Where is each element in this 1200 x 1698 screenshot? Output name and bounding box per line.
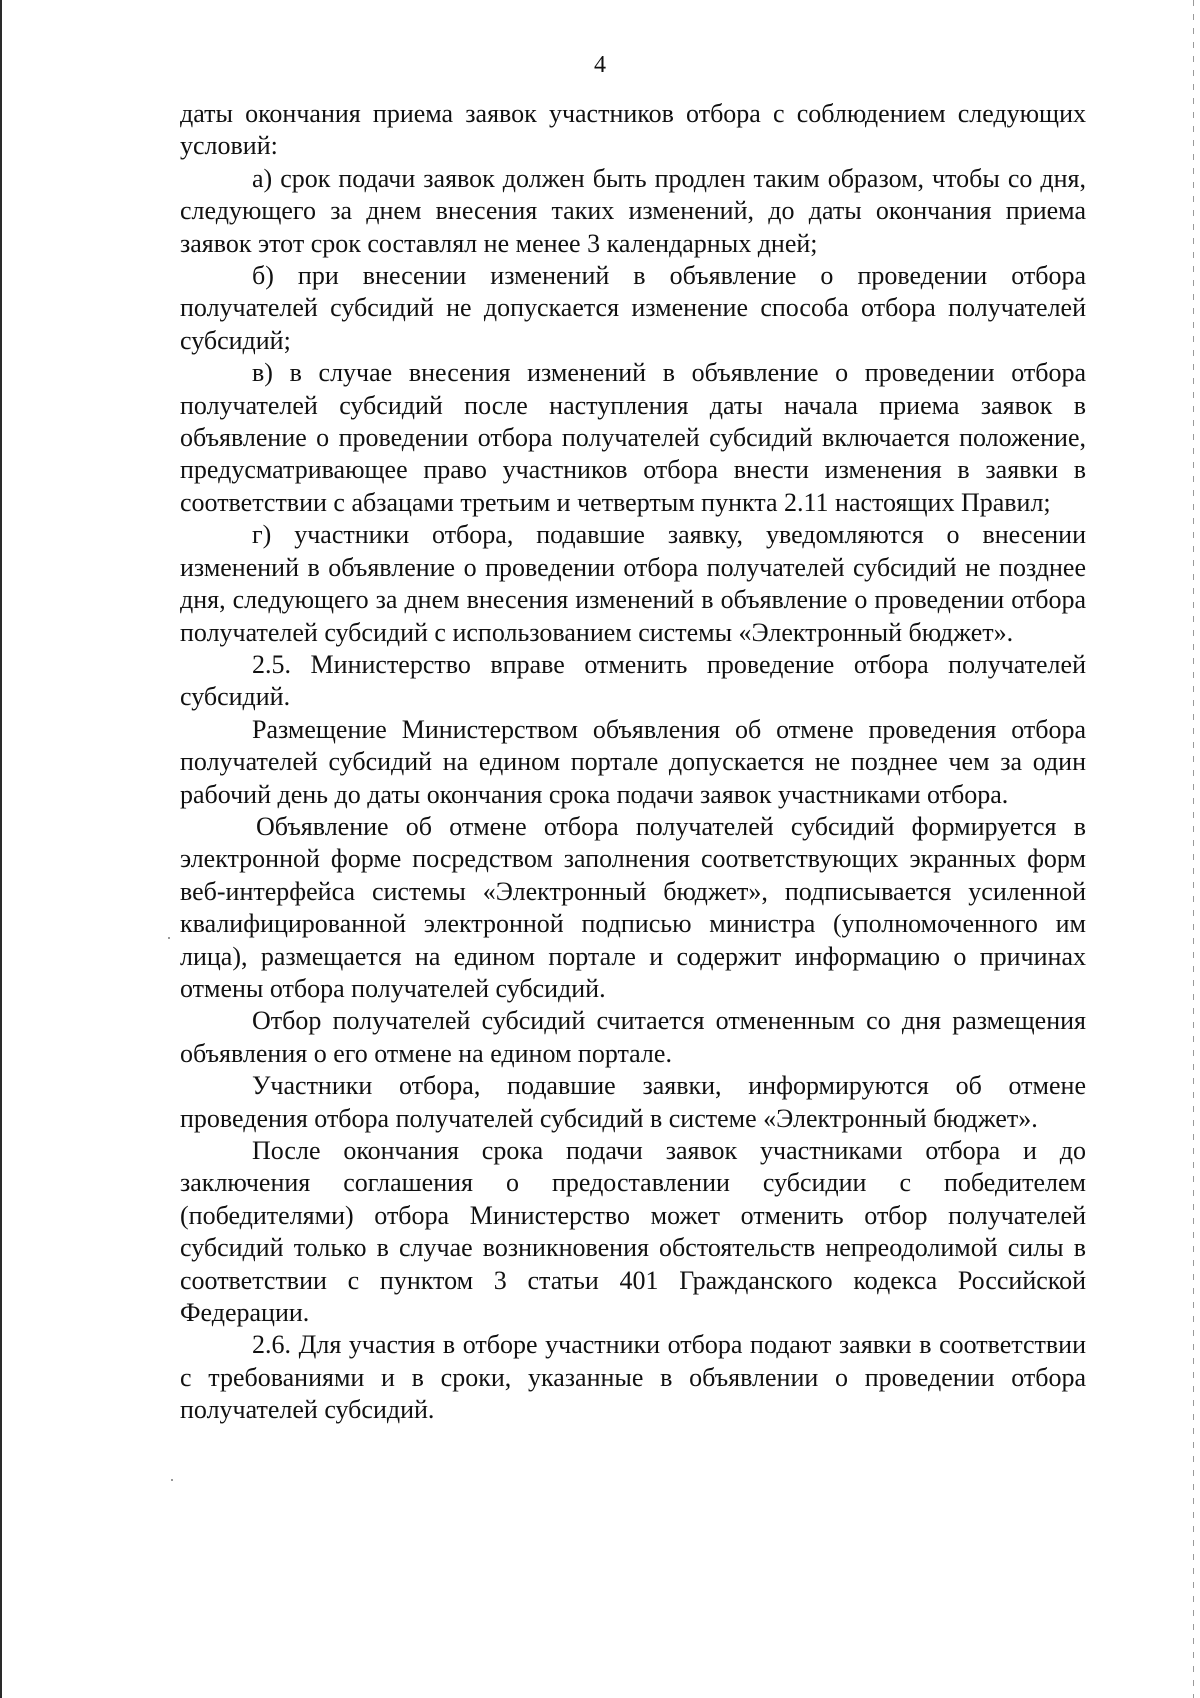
paragraph-item-a: а) срок подачи заявок должен быть продлен таким образом, чтобы со дня, следующего за днем внесения таких изменений, до даты окончания приема заявок этот срок составлял не менее 3 календарных дней; [180,163,1086,258]
scan-right-edge [1193,0,1194,1698]
page-number: 4 [594,52,606,78]
paragraph-continuation: даты окончания приема заявок участников отбора с соблюдением следующих условий: [180,99,1086,161]
paragraph-item-v: в) в случае внесения изменений в объявление о проведении отбора получателей субсидий после наступления даты начала приема заявок в объявление о проведении отбора получателей субсидий включается положение, предусматривающее право участников отбора внести изменения в заявки в соответствии с абзацами третьим и четвертым пункта 2.11 настоящих Правил; [180,358,1086,517]
paragraph-cancellation-placement: Размещение Министерством объявления об отмене проведения отбора получателей субсидий на едином портале допускается не позднее чем за один рабочий день до даты окончания срока подачи заявок участниками отбора. [180,714,1086,809]
paragraph-cancellation-effective: Отбор получателей субсидий считается отмененным со дня размещения объявления о его отмене на едином портале. [180,1006,1086,1068]
paragraph-clause-2-6: 2.6. Для участия в отборе участники отбора подают заявки в соответствии с требованиями и в сроки, указанные в объявлении о проведении отбора получателей субсидий. [180,1330,1086,1425]
paragraph-cancellation-notice: Объявление об отмене отбора получателей субсидий формируется в электронной форме посредством заполнения соответствующих экранных форм веб-интерфейса системы «Электронный бюджет», подписывается усиленной квалифицированной электронной подписью министра (уполномоченного им лица), размещается на едином портале и содержит информацию о причинах отмены отбора получателей субсидий. [180,811,1086,1003]
paragraph-item-b: б) при внесении изменений в объявление о проведении отбора получателей субсидий не допускается изменение способа отбора получателей субсидий; [180,261,1086,355]
scan-left-edge [0,0,2,1698]
paragraph-clause-2-5: 2.5. Министерство вправе отменить проведение отбора получателей субсидий. [180,649,1086,712]
paragraph-participants-informed: Участники отбора, подавшие заявки, информируются об отмене проведения отбора получателей субсидий в системе «Электронный бюджет». [180,1071,1086,1133]
scan-speck [171,1479,173,1481]
paragraph-force-majeure: После окончания срока подачи заявок участниками отбора и до заключения соглашения о предоставлении субсидии с победителем (победителями) отбора Министерство может отменить отбор получателей субсидий только в случае возникновения обстоятельств непреодолимой силы в соответствии с пунктом 3 статьи 401 Гражданского кодекса Российской Федерации. [180,1136,1086,1328]
document-body [180,98,1086,1427]
scan-speck [168,937,170,939]
paragraph-item-g: г) участники отбора, подавшие заявку, уведомляются о внесении изменений в объявление о проведении отбора получателей субсидий не позднее дня, следующего за днем внесения изменений в объявление о проведении отбора получателей субсидий с использованием системы «Электронный бюджет». [180,520,1086,647]
